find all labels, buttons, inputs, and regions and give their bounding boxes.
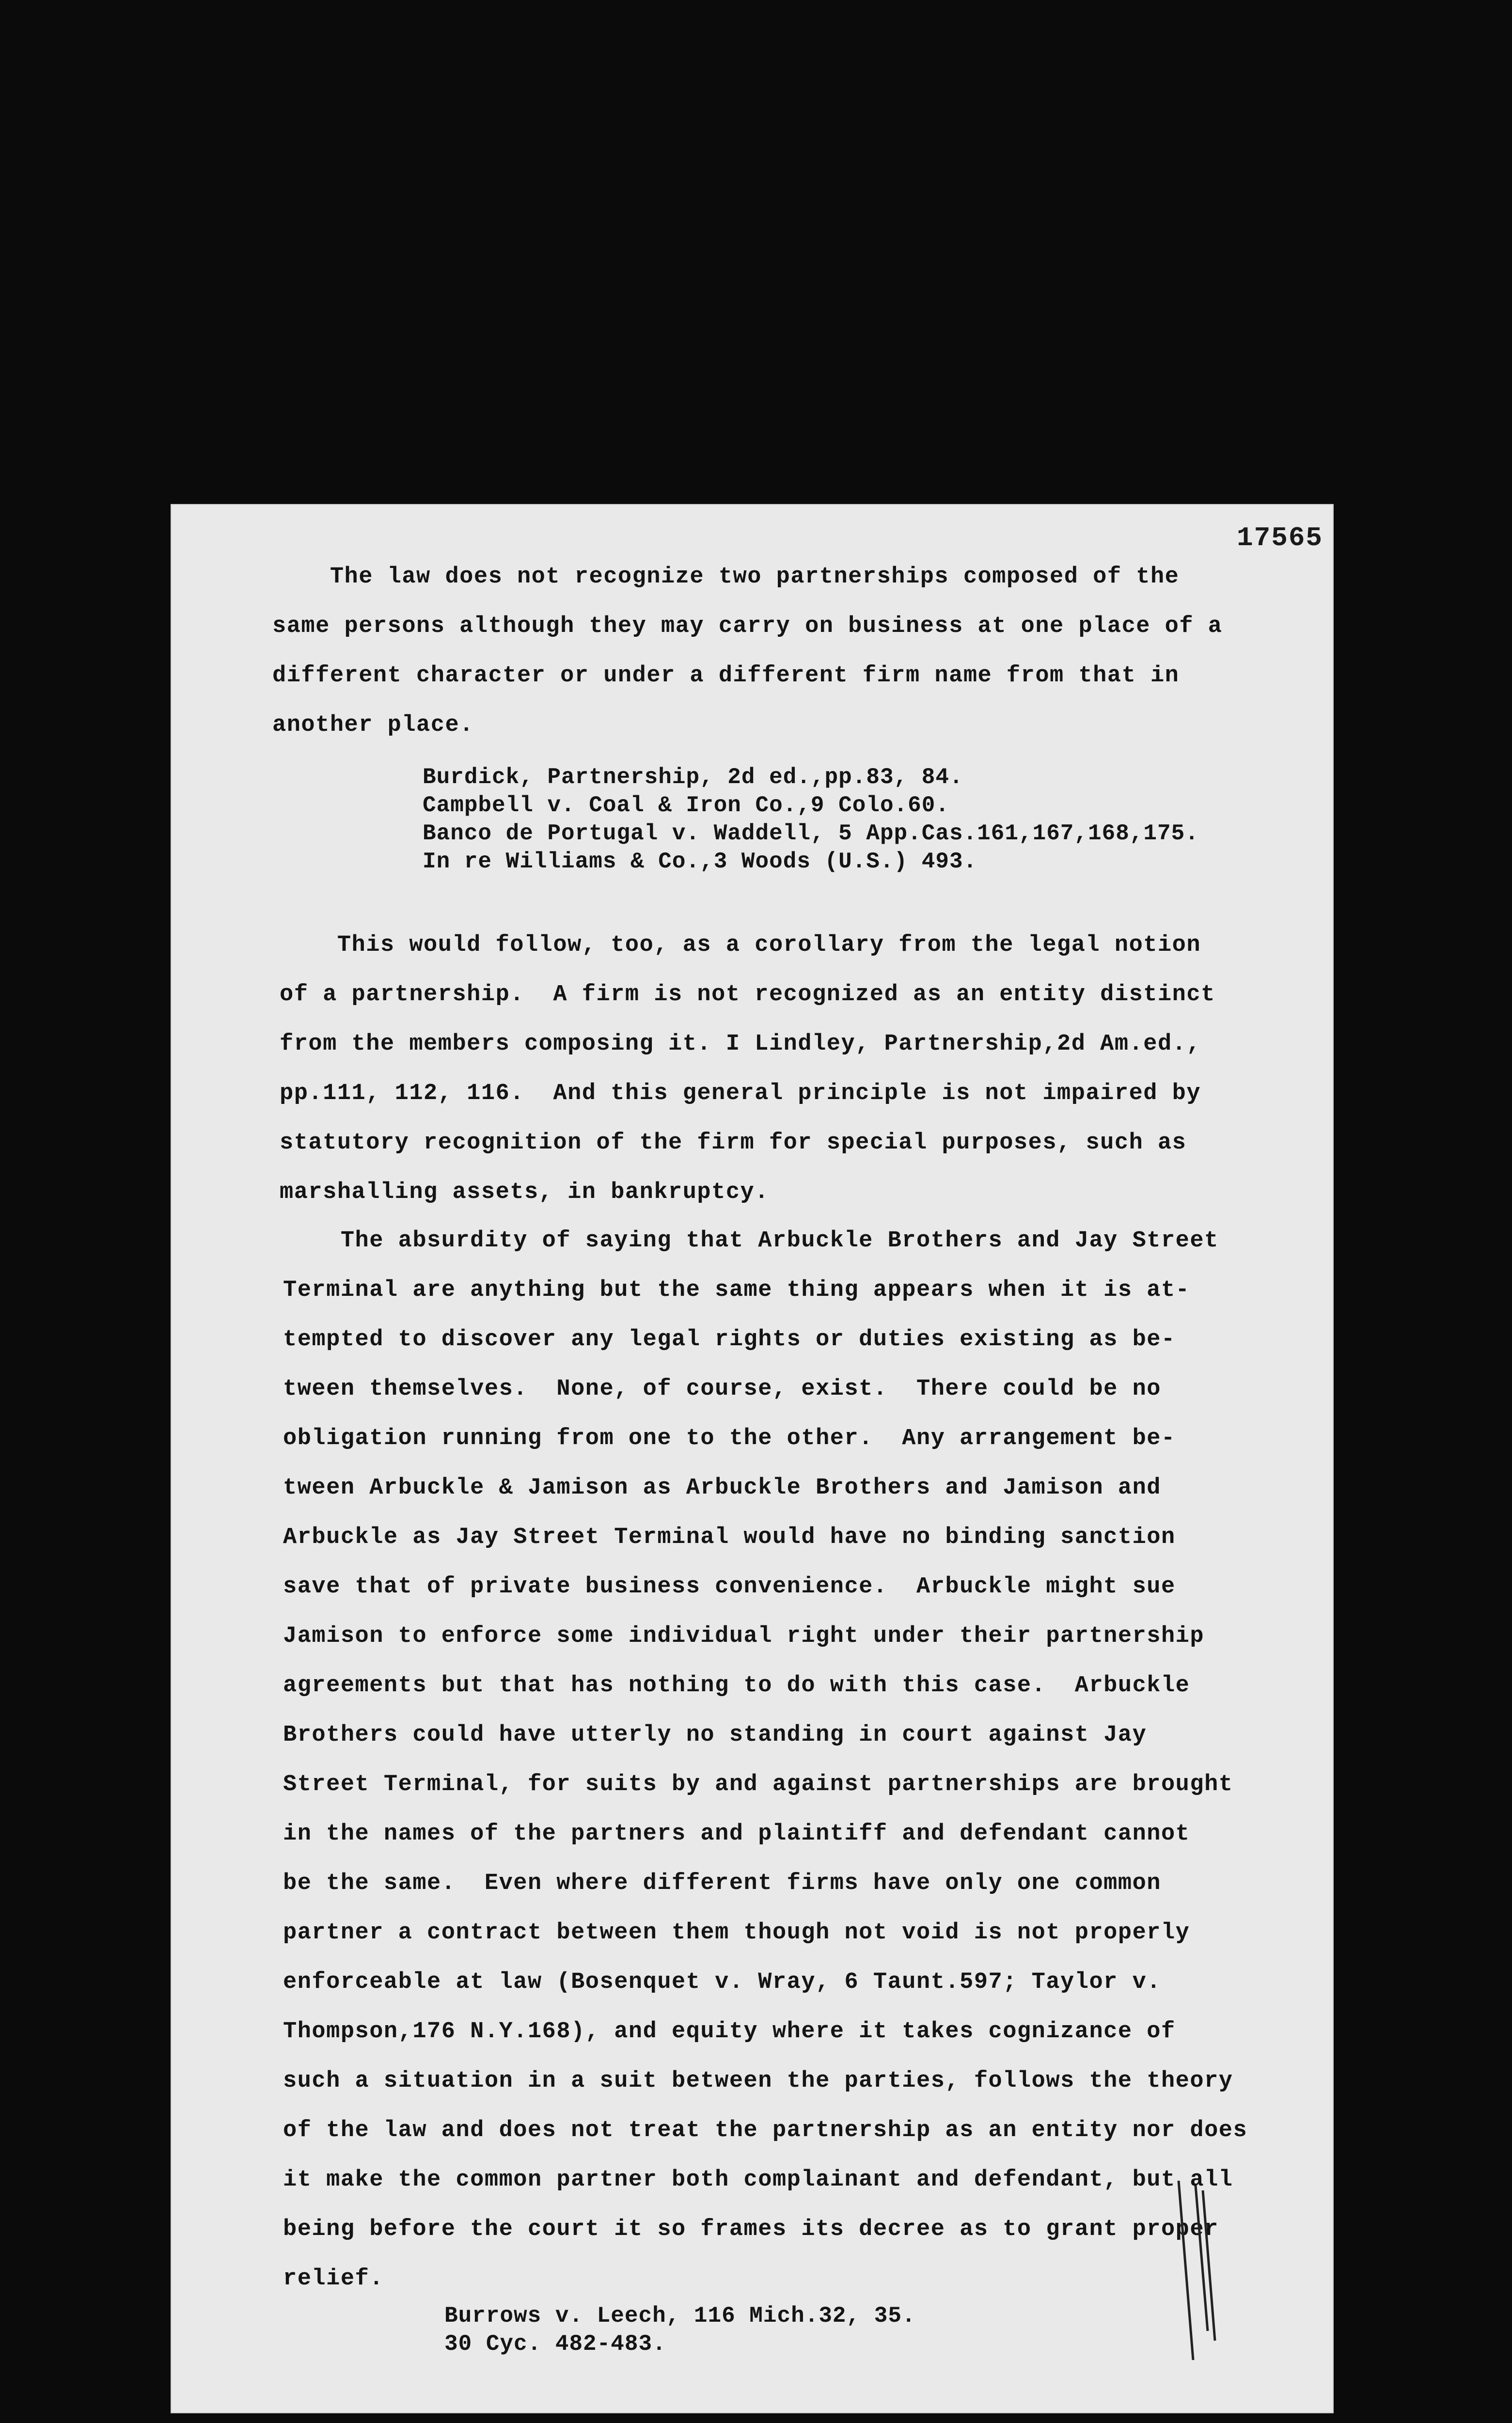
citations-1: Burdick, Partnership, 2d ed.,pp.83, 84. Campbell v. Coal & Iron Co.,9 Colo.60. Banco de Portugal v. Waddell, 5 App.Cas.161,167,168,175. In re Williams & Co.,3 Woods (U.S.) 493. [423, 765, 1199, 874]
paragraph-3: The absurdity of saying that Arbuckle Brothers and Jay Street Terminal are anything but the same thing appears when it is at- tempted to discover any legal rights or duties existing as be- tween themselves. None, of course, exist. There could be no obligation running from one to the other. Any arrangement be- tween Arbuckle & Jamison as Arbuckle Brothers and Jamison and Arbuckle as Jay Street Terminal would have no binding sanction save that of private business convenience. Arbuckle might sue Jamison to enforce some individual right under their partnership agreements but that has nothing to do with this case. Arbuckle Brothers could have utterly no standing in court against Jay Street Terminal, for suits by and against partnerships are brought in the names of the partners and plaintiff and defendant cannot be the same. Even where different firms have only one common partner a contract between them though not void is not properly enforceable at law (Bosenquet v. Wray, 6 Taunt.597; Taylor v. Thompson,176 N.Y.168), and equity where it takes cognizance of such a situation in a suit between the parties, follows the theory of the law and does not treat the partnership as an entity nor does it make the common partner both complainant and defendant, but all being before the court it so frames its decree as to grant proper relief. [283, 1228, 1248, 2292]
paragraph-2: This would follow, too, as a corollary from the legal notion of a partnership. A firm is not recognized as an entity distinct from the members composing it. I Lindley, Partnership,2d Am.ed., pp.111, 112, 116. And this general principle is not impaired by statutory recognition of the firm for special purposes, such as marshalling assets, in bankruptcy. [280, 932, 1215, 1205]
pen-mark-icon [1174, 2181, 1217, 2370]
citations-2: Burrows v. Leech, 116 Mich.32, 35. 30 Cyc. 482-483. [444, 2303, 916, 2357]
page-number: 17565 [1237, 522, 1323, 553]
typed-document-page [171, 504, 1334, 2413]
paragraph-1: The law does not recognize two partnerships composed of the same persons although they may carry on business at one place of a different character or under a different firm name from that in another place. [272, 564, 1223, 738]
